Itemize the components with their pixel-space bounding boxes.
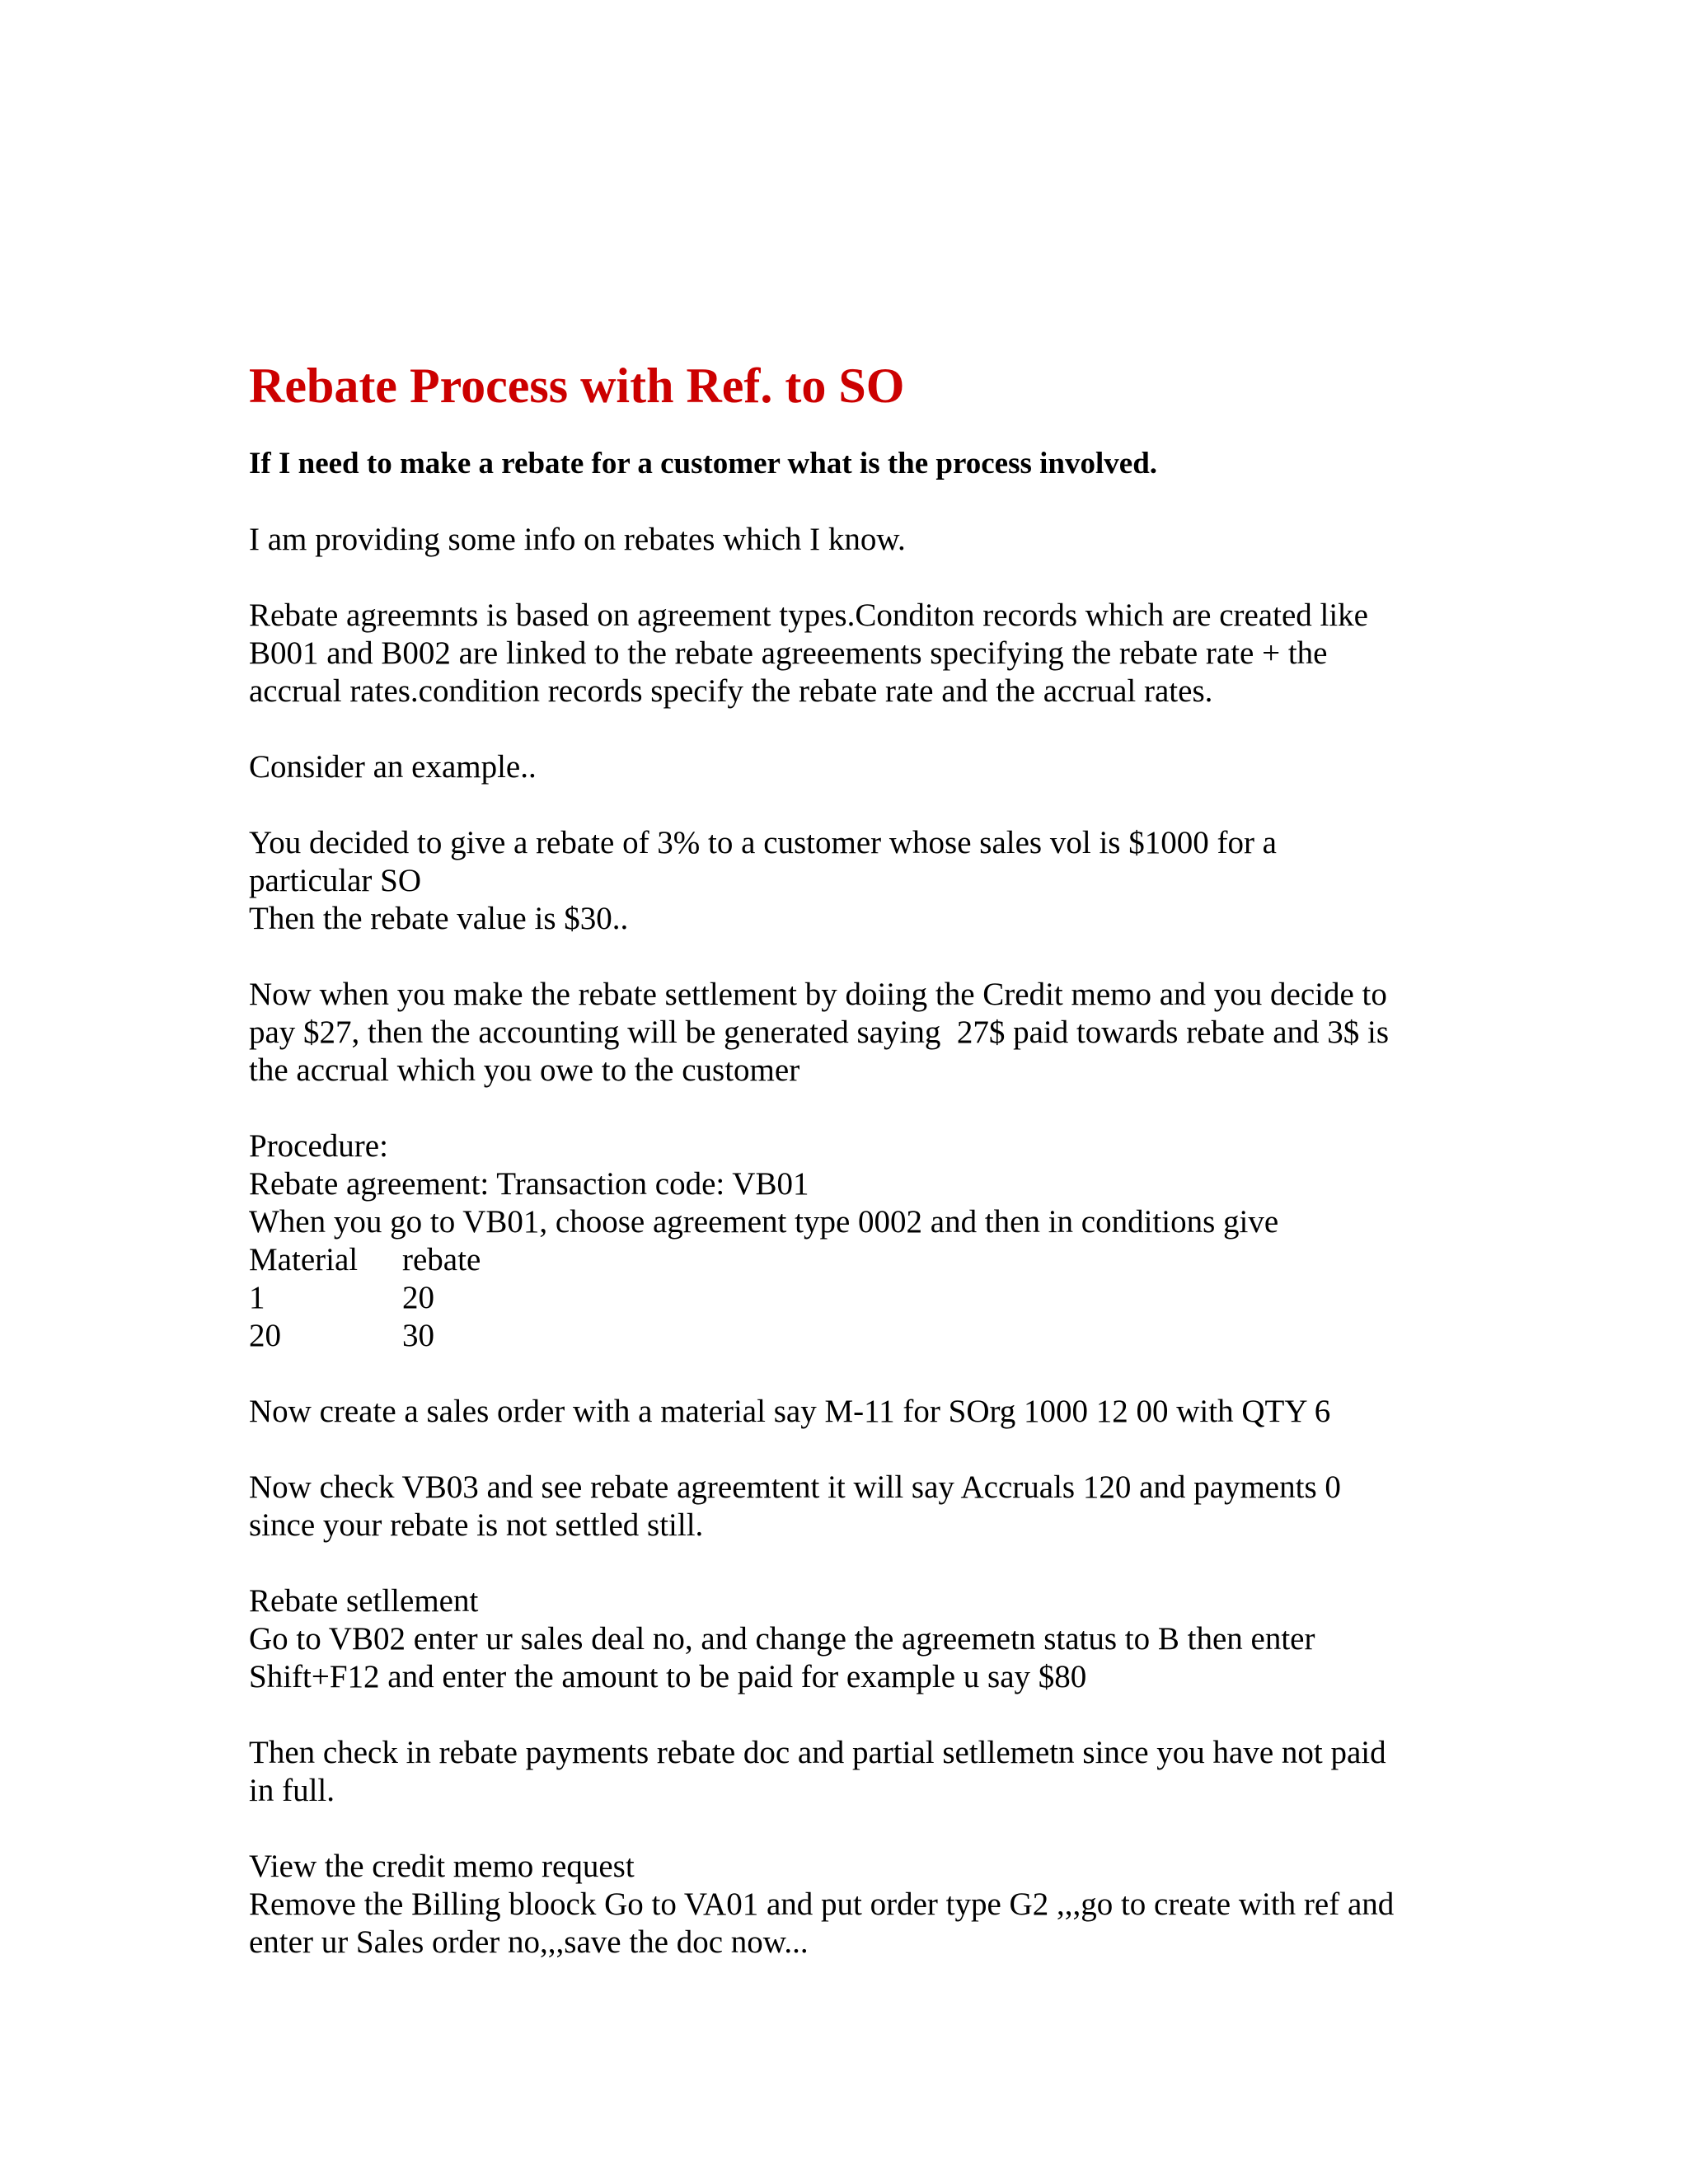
table-cell-material: 20 (249, 1318, 281, 1353)
procedure-line: When you go to VB01, choose agreement type 0002 and then in conditions give (249, 1204, 1279, 1240)
paragraph-line: Now create a sales order with a material say M-11 for SOrg 1000 12 00 with QTY 6 (249, 1394, 1331, 1429)
paragraph-example-intro (249, 748, 1452, 786)
procedure-line: Procedure: (249, 1128, 388, 1164)
table-row (249, 1317, 1452, 1355)
procedure-line: Rebate agreement: Transaction code: VB01 (249, 1166, 809, 1202)
paragraph-line: Rebate agreemnts is based on agreement types.Conditon records which are created like (249, 598, 1368, 633)
paragraph-line: I am providing some info on rebates which I know. (249, 522, 906, 557)
table-cell-rebate: 30 (402, 1318, 434, 1353)
question-heading: If I need to make a rebate for a customer what is the process involved. (249, 447, 1158, 480)
paragraph-line: Then the rebate value is $30.. (249, 901, 629, 936)
paragraph-example (249, 824, 1452, 938)
paragraph-line: B001 and B002 are linked to the rebate agreeements specifying the rebate rate + the (249, 635, 1328, 671)
paragraph-settlement (249, 976, 1452, 1090)
page-title: Rebate Process with Ref. to SO (249, 359, 905, 413)
paragraph-line: the accrual which you owe to the customer (249, 1052, 800, 1088)
paragraph-line: Rebate setllement (249, 1583, 479, 1619)
conditions-table (249, 1241, 1452, 1355)
paragraph-line: Shift+F12 and enter the amount to be paid for example u say $80 (249, 1659, 1087, 1694)
paragraph-line: enter ur Sales order no,,,save the doc now... (249, 1924, 809, 1960)
paragraph-line: Then check in rebate payments rebate doc and partial setllemetn since you have not paid (249, 1735, 1386, 1770)
table-cell-rebate: 20 (402, 1280, 434, 1315)
paragraph-agreements (249, 597, 1452, 710)
paragraph-line: particular SO (249, 863, 422, 898)
paragraph-line: pay $27, then the accounting will be generated saying 27$ paid towards rebate and 3$ is (249, 1015, 1390, 1050)
paragraph-line: You decided to give a rebate of 3% to a customer whose sales vol is $1000 for a (249, 825, 1277, 860)
paragraph-credit-memo (249, 1848, 1452, 1961)
paragraph-line: Remove the Billing bloock Go to VA01 and put order type G2 ,,,go to create with ref and (249, 1886, 1395, 1922)
table-header-rebate: rebate (402, 1242, 481, 1277)
paragraph-line: in full. (249, 1773, 335, 1808)
paragraph-intro (249, 521, 1452, 559)
paragraph-line: View the credit memo request (249, 1849, 635, 1884)
table-header-material: Material (249, 1242, 359, 1277)
paragraph-rebate-settlement (249, 1582, 1452, 1696)
document-content (249, 353, 1452, 1999)
paragraph-line: Now when you make the rebate settlement by doiing the Credit memo and you decide to (249, 977, 1387, 1012)
procedure-block (249, 1127, 1452, 1355)
paragraph-line: Now check VB03 and see rebate agreemtent it will say Accruals 120 and payments 0 (249, 1469, 1341, 1505)
table-header-row (249, 1241, 1452, 1279)
paragraph-check-vb03 (249, 1469, 1452, 1544)
paragraph-rebate-payments (249, 1734, 1452, 1810)
paragraph-line: Go to VB02 enter ur sales deal no, and change the agreemetn status to B then enter (249, 1621, 1315, 1657)
table-row (249, 1279, 1452, 1317)
paragraph-line: since your rebate is not settled still. (249, 1507, 704, 1543)
paragraph-line: accrual rates.condition records specify the rebate rate and the accrual rates. (249, 673, 1213, 709)
paragraph-sales-order (249, 1393, 1452, 1431)
table-cell-material: 1 (249, 1280, 265, 1315)
paragraph-line: Consider an example.. (249, 749, 537, 785)
